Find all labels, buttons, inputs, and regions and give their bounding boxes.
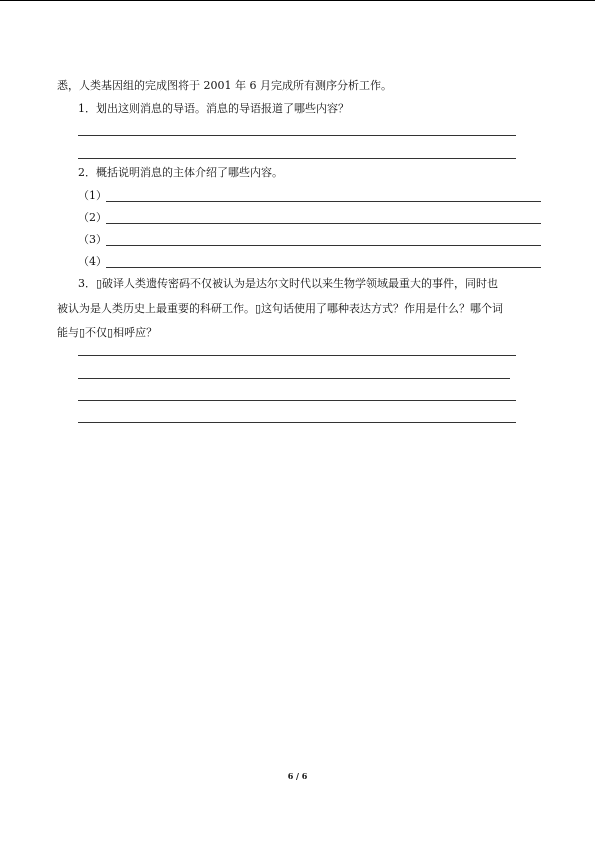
answer-line[interactable]	[106, 223, 541, 224]
item-label-3: （3）	[78, 233, 107, 246]
answer-line[interactable]	[78, 135, 516, 136]
question-3-line-1: 3．▯破译人类遗传密码不仅被认为是达尔文时代以来生物学领域最重大的事件，同时也	[78, 277, 499, 290]
answer-line[interactable]	[106, 201, 541, 202]
answer-line[interactable]	[78, 422, 516, 423]
question-2: 2．概括说明消息的主体介绍了哪些内容。	[78, 166, 283, 179]
answer-line[interactable]	[78, 378, 510, 379]
answer-line[interactable]	[78, 158, 516, 159]
header-rule	[0, 0, 595, 1]
item-label-4: （4）	[78, 255, 107, 268]
item-label-1: （1）	[78, 189, 107, 202]
answer-line[interactable]	[106, 245, 541, 246]
question-1: 1．划出这则消息的导语。消息的导语报道了哪些内容？	[78, 102, 349, 115]
answer-line[interactable]	[78, 400, 516, 401]
answer-line[interactable]	[106, 267, 541, 268]
question-3-line-3: 能与▯不仅▯相呼应？	[57, 326, 158, 339]
answer-line[interactable]	[78, 355, 516, 356]
question-3-line-2: 被认为是人类历史上最重要的科研工作。▯这句话使用了哪种表达方式？作用是什么？哪个词	[57, 302, 504, 315]
page-number: 6 / 6	[287, 771, 308, 781]
passage-tail: 悉，人类基因组的完成图将于 2001 年 6 月完成所有测序分析工作。	[57, 79, 392, 92]
item-label-2: （2）	[78, 211, 107, 224]
